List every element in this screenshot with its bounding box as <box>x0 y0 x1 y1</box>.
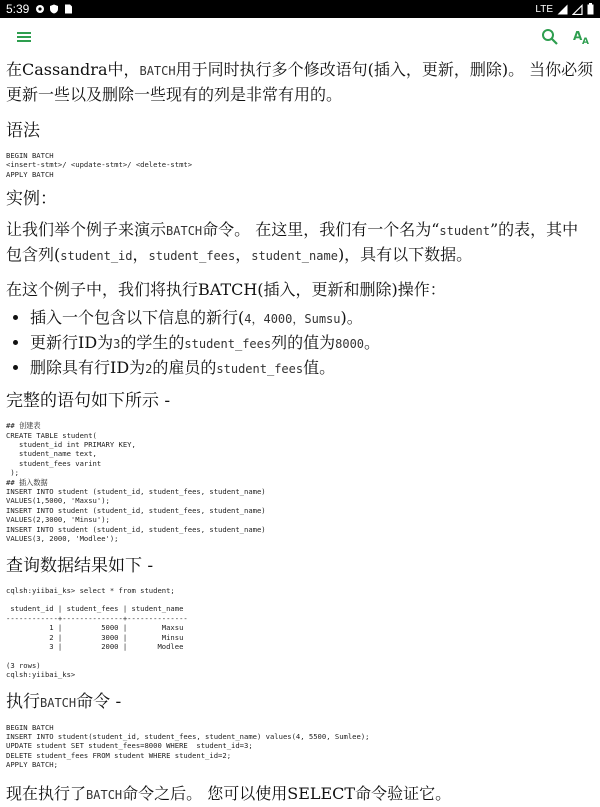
article-content <box>6 56 594 807</box>
column-code: student_fees <box>148 249 236 264</box>
list-item-text: 插入一个包含以下信息的新行( <box>30 308 245 328</box>
list-item-code: 4，4000，Sumsu <box>244 312 341 327</box>
batch-keyword: BATCH <box>166 224 203 239</box>
query-result-code-block: cqlsh:yiibai_ks> select * from student; student_id | student_fees | student_name ------------+--------------+-------------- 1 | 5000 | Maxsu 2 | 3000 | Minsu 3 | 2000 | Modlee (3 rows) cqlsh:yiibai_ks> <box>6 585 188 680</box>
example-text-suffix: )，具有以下数据。 <box>337 245 473 265</box>
list-item-code: student_fees <box>184 337 272 352</box>
example-text-prefix: 让我们举个例子来演示 <box>6 220 167 240</box>
network-label: LTE <box>535 3 553 15</box>
syntax-heading: 语法 <box>6 121 40 141</box>
battery-icon <box>587 3 594 15</box>
final-paragraph <box>6 782 594 807</box>
search-icon[interactable] <box>540 27 560 47</box>
shield-icon <box>49 4 59 14</box>
final-text-prefix: 现在执行了 <box>6 783 87 803</box>
batch-keyword: BATCH <box>40 695 77 710</box>
list-item-text: 更新行ID为 <box>30 333 114 353</box>
list-item <box>30 356 594 381</box>
intro-text-suffix: 用于同时执行多个修改语句(插入，更新，删除)。 当你必须更新一些以及删除一些现有的列是非常有用的。 <box>6 60 594 104</box>
list-item-code: 3 <box>113 337 121 352</box>
execute-batch-heading <box>6 690 594 715</box>
example-text-mid: 命令。 在这里，我们有一个名为“ <box>202 220 440 240</box>
list-item-code: student_fees <box>216 362 304 377</box>
batch-keyword: BATCH <box>86 787 123 802</box>
svg-text:A: A <box>582 37 589 47</box>
query-result-heading: 查询数据结果如下 - <box>6 555 154 576</box>
text-size-icon[interactable] <box>572 27 592 47</box>
full-statement-code-block: ## 创建表 CREATE TABLE student( student_id int PRIMARY KEY, student_name text, student_fees varint ); ## 插入数据 INSERT INTO student (student_id, student_fees, student_name) VALUES(1,5000, 'Maxsu'); INSERT INTO student (student_id, student_fees, student_name) VALUES(2,3000, 'Minsu'); INSERT INTO student (student_id, student_fees, student_name) VALUES(3, 2000, 'Modlee'); <box>6 421 266 544</box>
list-item-code: 2 <box>145 362 153 377</box>
menu-icon[interactable] <box>14 27 34 47</box>
settings-icon <box>35 4 45 14</box>
intro-paragraph <box>6 58 594 107</box>
syntax-code-block: BEGIN BATCH <insert-stmt>/ <update-stmt>/ <delete-stmt> APPLY BATCH <box>6 151 193 179</box>
example-heading: 实例： <box>6 189 57 210</box>
app-toolbar <box>0 18 600 56</box>
wifi-icon <box>557 4 568 15</box>
batch-keyword: BATCH <box>139 64 176 78</box>
list-item-text: 的雇员的 <box>152 358 217 378</box>
list-item-text: 的学生的 <box>120 333 185 353</box>
list-item-text: )。 <box>340 308 363 328</box>
list-item <box>30 306 594 331</box>
list-item-code: 8000 <box>335 337 365 352</box>
execute-text-suffix: 命令 - <box>76 691 122 712</box>
intro-text-prefix: 在Cassandra中， <box>6 60 140 79</box>
status-time: 5:39 <box>6 2 30 16</box>
column-code: student_name <box>251 249 338 264</box>
separator: ， <box>132 245 149 265</box>
execute-text-prefix: 执行 <box>6 691 40 712</box>
example-paragraph <box>6 218 594 268</box>
signal-icon <box>572 4 583 15</box>
operation-paragraph: 在这个例子中，我们将执行BATCH(插入，更新和删除)操作： <box>6 280 446 300</box>
example-text-mid2: ”的表，其中包含列( <box>6 220 579 265</box>
list-item-text: 值。 <box>303 358 336 378</box>
list-item-text: 删除具有行ID为 <box>30 358 146 378</box>
status-bar <box>0 0 600 18</box>
svg-text:A: A <box>573 29 583 43</box>
sim-icon <box>63 4 73 14</box>
column-code: student_id <box>60 249 133 264</box>
full-statement-heading: 完整的语句如下所示 - <box>6 391 171 412</box>
list-item-text: 列的值为 <box>271 333 336 353</box>
final-text-suffix: 命令之后。 您可以使用SELECT命令验证它。 <box>122 783 452 803</box>
list-item <box>30 331 594 356</box>
operation-list <box>6 306 594 381</box>
execute-batch-code-block: BEGIN BATCH INSERT INTO student(student_id, student_fees, student_name) values(4, 5500, Sumlee); UPDATE student SET student_fees=8000 WHERE student_id=3; DELETE student_fees FROM student WHERE student_id=2; APPLY BATCH; <box>6 722 370 770</box>
separator: ， <box>235 245 252 265</box>
list-item-text: 。 <box>364 333 381 353</box>
table-name-code: student <box>439 224 490 239</box>
